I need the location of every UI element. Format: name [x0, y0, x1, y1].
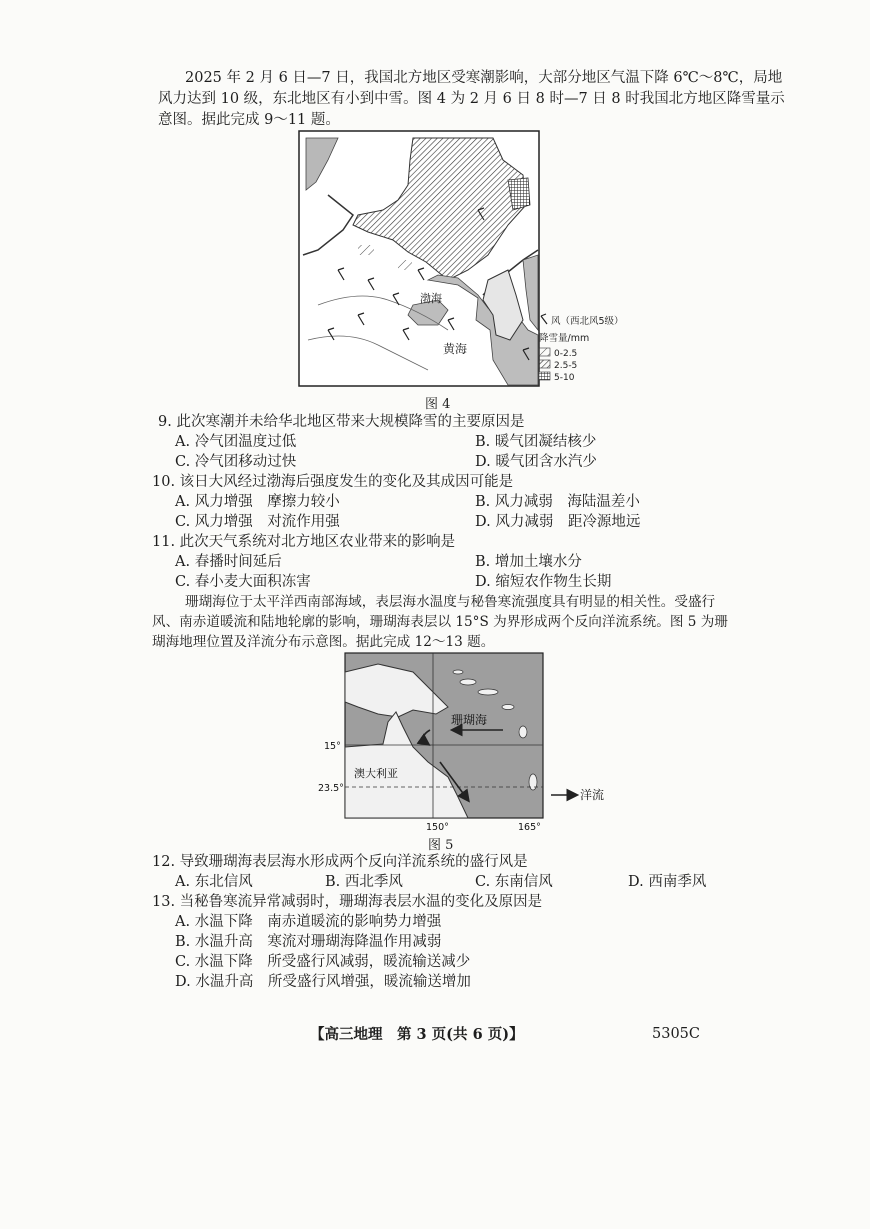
label-coral-sea: 珊瑚海: [451, 713, 488, 727]
intro-1-line-3: 意图。据此完成 9～11 题。: [158, 112, 340, 128]
intro-1-line-2: 风力达到 10 级，东北地区有小到中雪。图 4 为 2 月 6 日 8 时—7 日 8 时我国北方地区降雪量示: [158, 91, 785, 107]
intro-1-line-1: 2025 年 2 月 6 日—7 日，我国北方地区受寒潮影响，大部分地区气温下降 6℃～8℃，局地: [185, 70, 783, 86]
question-10-option-b[interactable]: B. 风力减弱 海陆温差小: [475, 494, 640, 510]
question-12-option-a[interactable]: A. 东北信风: [175, 874, 253, 890]
question-11-option-a[interactable]: A. 春播时间延后: [175, 554, 282, 570]
question-9-option-c[interactable]: C. 冷气团移动过快: [175, 454, 297, 470]
legend-swatch-1: [539, 348, 550, 356]
label-bohai: 渤海: [420, 292, 442, 305]
legend-swatch-3: [539, 372, 550, 380]
question-9-stem: 9. 此次寒潮并未给华北地区带来大规模降雪的主要原因是: [158, 414, 525, 430]
legend-wind: 风（西北风5级）: [551, 316, 624, 327]
question-9-option-d[interactable]: D. 暖气团含水汽少: [475, 454, 597, 470]
legend-item-3: 5-10: [554, 373, 575, 383]
footer-code: 5305C: [652, 1026, 700, 1042]
question-13-option-a[interactable]: A. 水温下降 南赤道暖流的影响势力增强: [175, 914, 442, 930]
label-australia: 澳大利亚: [354, 767, 398, 780]
legend-item-1: 0-2.5: [554, 349, 578, 359]
lat-23-label: 23.5°: [318, 783, 344, 794]
question-11-option-b[interactable]: B. 增加土壤水分: [475, 554, 582, 570]
figure-4-caption: 图 4: [425, 397, 451, 412]
legend-current: 洋流: [580, 788, 605, 802]
legend-wind-icon: [541, 314, 547, 324]
question-12-option-c[interactable]: C. 东南信风: [475, 874, 553, 890]
footer-title: 【高三地理 第 3 页(共 6 页)】: [310, 1026, 524, 1043]
question-10-stem: 10. 该日大风经过渤海后强度发生的变化及其成因可能是: [152, 474, 514, 490]
question-9-option-a[interactable]: A. 冷气团温度过低: [175, 434, 297, 450]
legend-item-2: 2.5-5: [554, 361, 578, 371]
question-13-stem: 13. 当秘鲁寒流异常减弱时，珊瑚海表层水温的变化及原因是: [152, 894, 543, 910]
question-11-stem: 11. 此次天气系统对北方地区农业带来的影响是: [152, 534, 456, 550]
legend-swatch-2: [539, 360, 550, 368]
question-12-option-b[interactable]: B. 西北季风: [325, 874, 403, 890]
question-10-option-c[interactable]: C. 风力增强 对流作用强: [175, 514, 340, 530]
figure-5-map: [318, 652, 618, 832]
question-12-stem: 12. 导致珊瑚海表层海水形成两个反向洋流系统的盛行风是: [152, 854, 528, 870]
intro-2-line-2: 风、南赤道暖流和陆地轮廓的影响，珊瑚海表层以 15°S 为界形成两个反向洋流系统。图 5 为珊: [152, 614, 728, 630]
legend-snow-title: 降雪量/mm: [539, 333, 590, 344]
question-11-option-d[interactable]: D. 缩短农作物生长期: [475, 574, 612, 590]
intro-2-line-3: 瑚海地理位置及洋流分布示意图。据此完成 12～13 题。: [152, 634, 495, 650]
question-13-option-b[interactable]: B. 水温升高 寒流对珊瑚海降温作用减弱: [175, 934, 442, 950]
label-huanghai: 黄海: [443, 342, 468, 356]
question-10-option-d[interactable]: D. 风力减弱 距冷源地远: [475, 514, 641, 530]
question-13-option-c[interactable]: C. 水温下降 所受盛行风减弱，暖流输送减少: [175, 954, 471, 970]
question-12-option-d[interactable]: D. 西南季风: [628, 874, 707, 890]
question-9-option-b[interactable]: B. 暖气团凝结核少: [475, 434, 597, 450]
lon-165-label: 165°: [518, 822, 541, 833]
figure-5-caption: 图 5: [428, 838, 454, 853]
intro-2-line-1: 珊瑚海位于太平洋西南部海域，表层海水温度与秘鲁寒流强度具有明显的相关性。受盛行: [185, 594, 716, 610]
question-11-option-c[interactable]: C. 春小麦大面积冻害: [175, 574, 311, 590]
lat-15-label: 15°: [324, 741, 341, 752]
lon-150-label: 150°: [426, 822, 449, 833]
question-13-option-d[interactable]: D. 水温升高 所受盛行风增强，暖流输送增加: [175, 974, 471, 990]
figure-4-map: [298, 130, 624, 392]
question-10-option-a[interactable]: A. 风力增强 摩擦力较小: [175, 494, 340, 510]
